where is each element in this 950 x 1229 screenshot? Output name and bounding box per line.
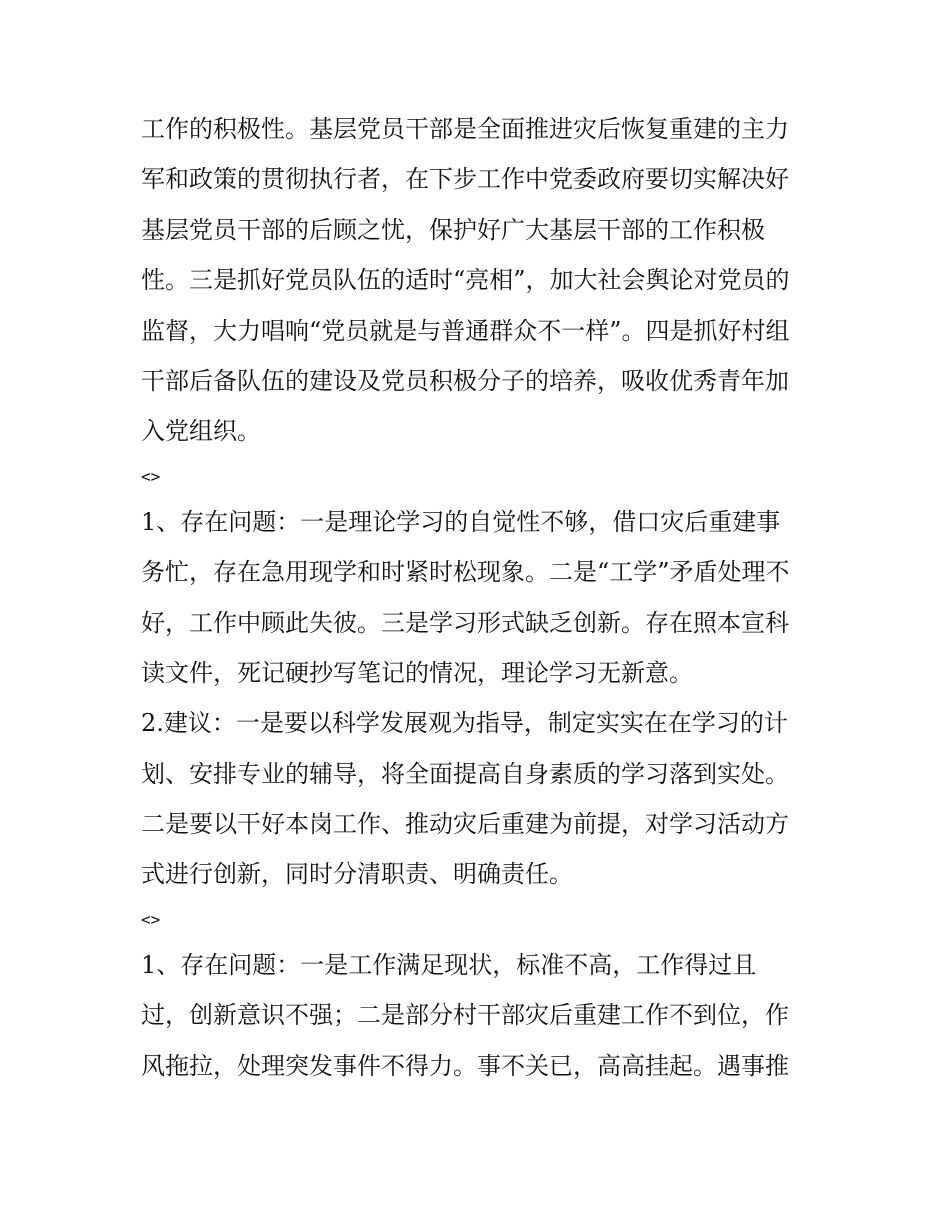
text-line: 式进行创新，同时分清职责、明确责任。	[141, 860, 573, 889]
text-line: 1、存在问题：一是理论学习的自觉性不够，借口灾后重建事	[141, 507, 781, 536]
text-line: 基层党员干部的后顾之忧，保护好广大基层干部的工作积极	[141, 215, 765, 244]
text-line: 干部后备队伍的建设及党员积极分子的培养，吸收优秀青年加	[141, 366, 789, 395]
text-line: 1、存在问题：一是工作满足现状，标准不高，工作得过且	[141, 950, 757, 979]
text-line: 2.建议：一是要以科学发展观为指导，制定实实在在学习的计	[141, 709, 788, 738]
text-line: 风拖拉，处理突发事件不得力。事不关已，高高挂起。遇事推	[141, 1051, 789, 1080]
text-line: 二是要以干好本岗工作、推动灾后重建为前提，对学习活动方	[141, 810, 789, 839]
text-line: 读文件，死记硬抄写笔记的情况，理论学习无新意。	[141, 658, 693, 687]
text-line: 入党组织。	[141, 417, 261, 446]
section-marker: <>	[141, 909, 161, 929]
text-line: 务忙，存在急用现学和时紧时松现象。二是“工学”矛盾处理不	[141, 558, 790, 587]
document-body	[141, 104, 821, 1091]
text-line: 性。三是抓好党员队伍的适时“亮相”，加大社会舆论对党员的	[141, 266, 790, 295]
text-line: 军和政策的贯彻执行者，在下步工作中党委政府要切实解决好	[141, 165, 789, 194]
text-line: 好，工作中顾此失彼。三是学习形式缺乏创新。存在照本宣科	[141, 608, 789, 637]
text-line: 划、安排专业的辅导，将全面提高自身素质的学习落到实处。	[141, 759, 789, 788]
text-line: 工作的积极性。基层党员干部是全面推进灾后恢复重建的主力	[141, 115, 789, 143]
text-line: 过，创新意识不强；二是部分村干部灾后重建工作不到位，作	[141, 1001, 789, 1030]
text-line: 监督，大力唱响“党员就是与普通群众不一样”。四是抓好村组	[141, 316, 790, 345]
section-marker: <>	[141, 466, 161, 486]
